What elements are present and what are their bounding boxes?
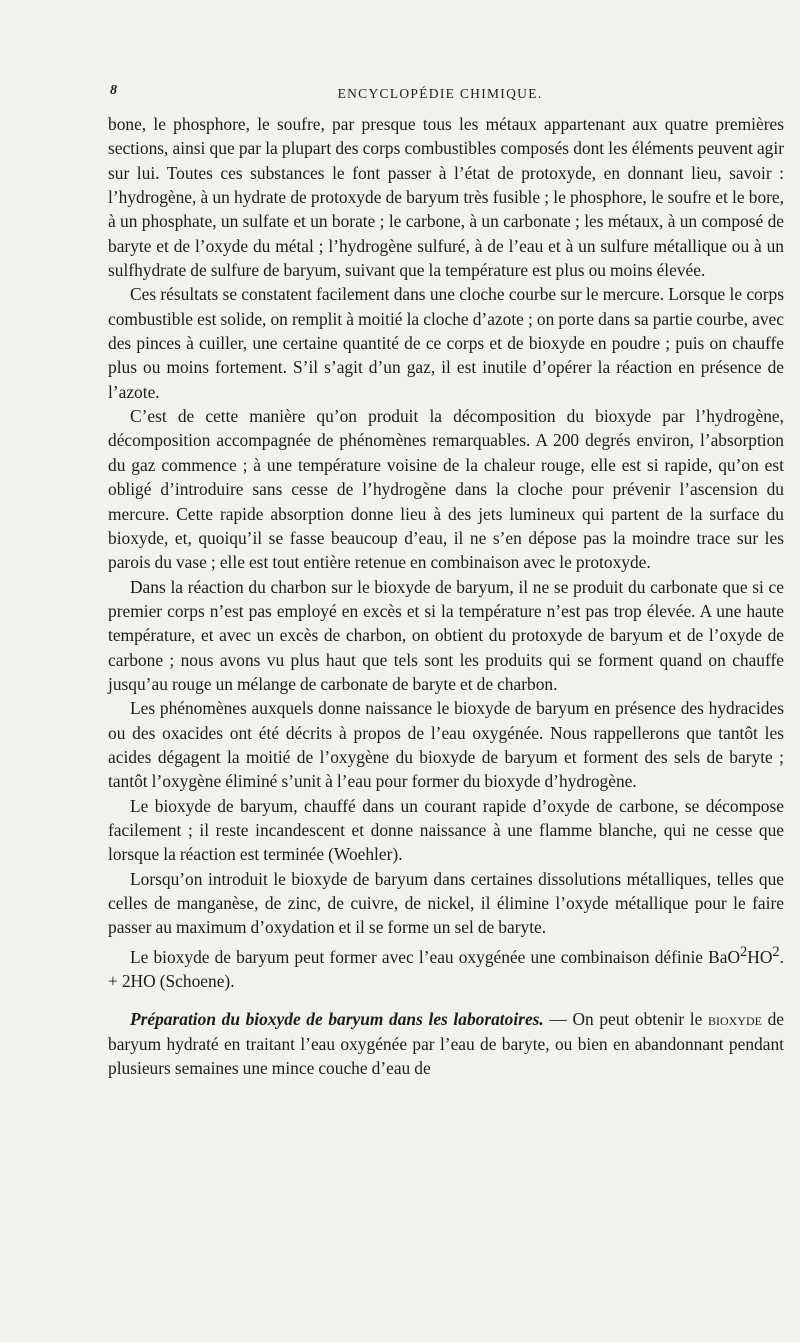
formula-paragraph <box>108 940 784 993</box>
paragraph: Ces résultats se constatent facilement dans une cloche courbe sur le mercure. Lorsque le corps combustible est solide, on remplit à moitié la cloche d’azote ; on porte dans sa partie courbe, avec des pinces à cuiller, une certaine quantité de ce corps et de bioxyde en poudre ; puis on chauffe plus ou moins fortement. S’il s’agit d’un gaz, il est inutile d’opérer la réaction en présence de l’azote. <box>108 284 784 402</box>
section-dash: — <box>543 1009 573 1030</box>
paragraph: Le bioxyde de baryum, chauffé dans un courant rapide d’oxyde de carbone, se décompose facilement ; il reste incandescent et donne naissance à une flamme blanche, qui ne cesse que lorsque la réaction est terminée (Woehler). <box>108 795 784 865</box>
formula-superscript: 2 <box>772 943 780 960</box>
section-text: de baryum hydraté en traitant l’eau oxygénée par l’eau de baryte, ou bien en abandonnant pendant plusieurs semaines une mince couche d’eau de <box>108 1009 784 1078</box>
paragraph-continuation: bone, le phosphore, le soufre, par presque tous les métaux appartenant aux quatre premières sections, ainsi que par la plupart des corps combustibles composés dont les éléments peuvent agir sur lui. Toutes ces substances le font passer à l’état de protoxyde, en donnant lieu, savoir : l’hydrogène, à un hydrate de protoxyde de baryum très fusible ; le phosphore, le soufre et le bore, à un phosphate, un sulfate et un borate ; le carbone, à un carbonate ; les métaux, à un composé de baryte et de l’oxyde du métal ; l’hydrogène sulfuré, à de l’eau et à un sulfure métallique ou à un sulfhydrate de sulfure de baryum, suivant que la température est plus ou moins élevée. <box>108 114 784 281</box>
section-title: Préparation du bioxyde de baryum dans les laboratoires. <box>130 1009 544 1030</box>
running-title: ENCYCLOPÉDIE CHIMIQUE. <box>337 86 543 101</box>
body-text <box>108 112 784 1080</box>
paragraph: Lorsqu’on introduit le bioxyde de baryum dans certaines dissolutions métalliques, telles que celles de manganèse, de zinc, de cuivre, de nickel, il élimine l’oxyde métallique pour le faire passer au maximum d’oxydation et il se forme un sel de baryte. <box>108 868 784 938</box>
formula-lead: Le bioxyde de baryum peut former avec l’eau oxygénée une combinaison définie <box>130 946 709 967</box>
paragraph: Dans la réaction du charbon sur le bioxyde de baryum, il ne se produit du carbonate que si ce premier corps n’est pas employé en excès et si la température n’est pas trop élevée. A une haute température, et avec un excès de charbon, on obtient du protoxyde de baryum et de l’oxyde de carbone ; nous avons vu plus haut que tels sont les produits qui se forment quand on chauffe jusqu’au rouge un mélange de carbonate de baryte et de charbon. <box>108 576 784 694</box>
section-small-caps: bioxyde <box>707 1009 762 1030</box>
section-paragraph <box>108 1007 784 1080</box>
section-text: On peut obtenir le <box>572 1009 708 1030</box>
formula-part: . + 2HO (Schoene). <box>108 946 784 991</box>
formula-part: HO <box>747 946 773 967</box>
paragraph: C’est de cette manière qu’on produit la décomposition du bioxyde par l’hydrogène, décomposition accompagnée de phénomènes remarquables. A 200 degrés environ, l’absorption du gaz commence ; à une température voisine de la chaleur rouge, elle est si rapide, qu’on est obligé d’introduire sans cesse de l’hydrogène dans la cloche pour prévenir l’ascension du mercure. Cette rapide absorption donne lieu à des jets lumineux qui partent de la surface du bioxyde, et, quoiqu’il se fasse beaucoup d’eau, il ne s’en dépose pas la moindre trace sur les parois du vase ; elle est tout entière retenue en combinaison avec le protoxyde. <box>108 406 784 573</box>
page-number: 8 <box>110 83 117 98</box>
formula-part: BaO <box>708 946 741 967</box>
paragraph: Les phénomènes auxquels donne naissance le bioxyde de baryum en présence des hydracides ou des oxacides ont été décrits à propos de l’eau oxygénée. Nous rappellerons que tantôt les acides dégagent la moitié de l’oxygène du bioxyde de baryum et forment des sels de baryte ; tantôt l’oxygène éliminé s’unit à l’eau pour former du bioxyde d’hydrogène. <box>108 698 784 792</box>
formula-superscript: 2 <box>740 943 748 960</box>
